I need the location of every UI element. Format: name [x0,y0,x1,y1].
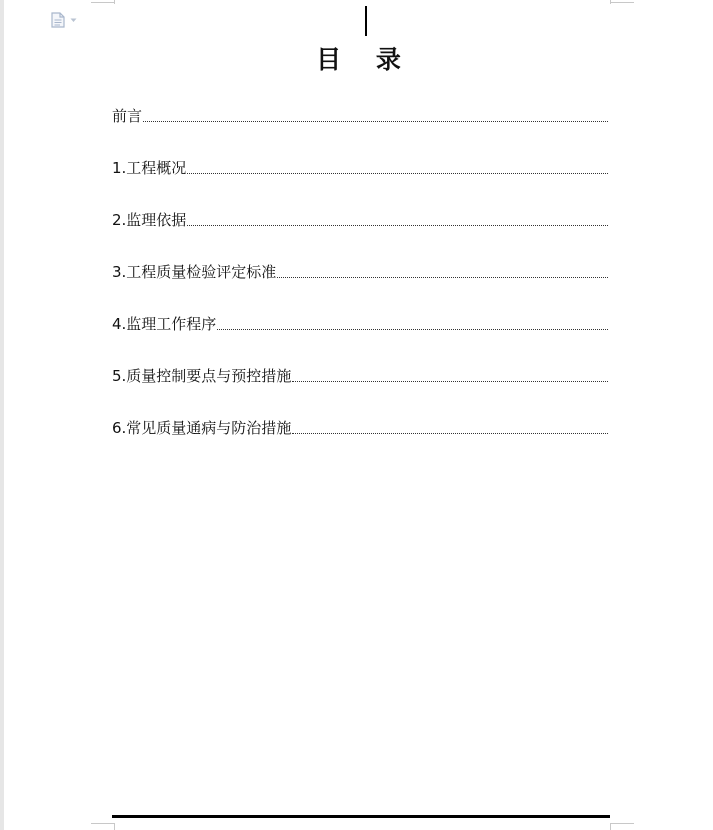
toc-item-label: 1.工程概况 [112,159,187,177]
toc-item-label: 6.常见质量通病与防治措施 [112,419,292,437]
crop-mark-top-left [114,0,115,4]
toc-dot-leader [292,432,608,434]
crop-mark-bottom-left [91,823,115,824]
toc-dot-leader [277,276,608,278]
toc-dot-leader [292,380,608,382]
crop-mark-top-left [91,2,115,3]
toc-dot-leader [187,172,608,174]
table-of-contents [112,105,608,469]
document-options-button[interactable] [51,11,83,29]
toc-item-work-procedure[interactable] [112,313,608,333]
toc-item-quality-standards[interactable] [112,261,608,281]
crop-mark-top-right [610,2,634,3]
toc-item-label: 2.监理依据 [112,211,187,229]
crop-mark-bottom-right [610,823,634,824]
toc-item-label: 4.监理工作程序 [112,315,217,333]
crop-mark-top-right [610,0,611,4]
chevron-down-icon [70,18,77,23]
toc-item-label: 5.质量控制要点与预控措施 [112,367,292,385]
toc-dot-leader [187,224,608,226]
toc-item-label: 3.工程质量检验评定标准 [112,263,277,281]
text-cursor [365,6,367,36]
page-title: 目 录 [316,45,401,74]
toc-item-supervision-basis[interactable] [112,209,608,229]
toc-dot-leader [143,120,608,122]
toc-item-quality-control[interactable] [112,365,608,385]
crop-mark-bottom-left [114,823,115,830]
toc-item-project-overview[interactable] [112,157,608,177]
document-icon [51,12,65,28]
document-page[interactable] [4,0,713,830]
toc-dot-leader [217,328,608,330]
toc-item-label: 前言 [112,107,143,125]
crop-mark-bottom-right [610,823,611,830]
toc-item-preface[interactable] [112,105,608,125]
toc-item-common-defects[interactable] [112,417,608,437]
footer-rule [112,815,610,818]
